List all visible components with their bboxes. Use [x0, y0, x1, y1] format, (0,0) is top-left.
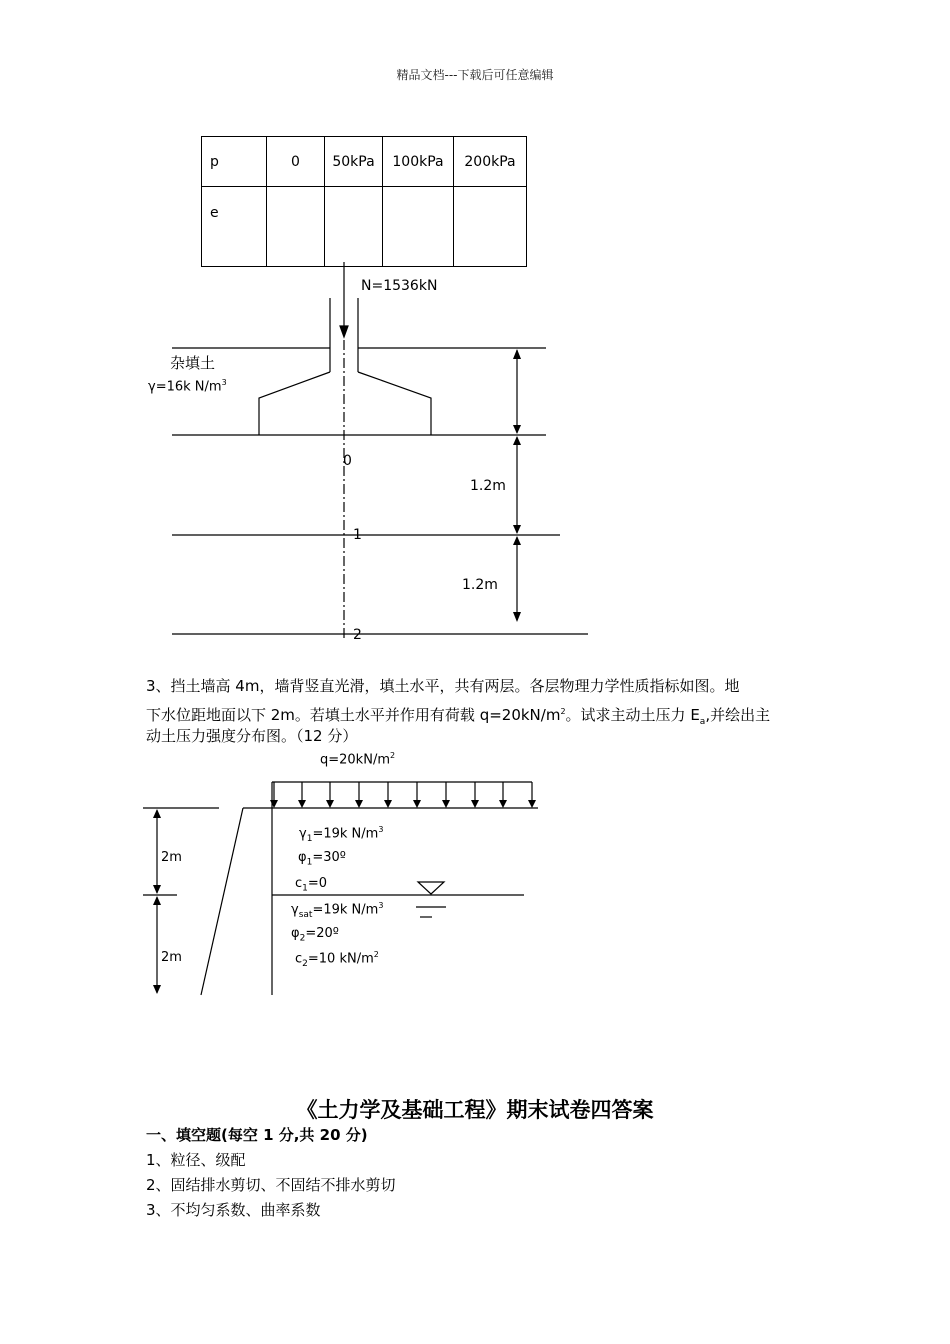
layer2-unit-weight: [291, 901, 383, 920]
table-cell: p: [202, 137, 267, 187]
symbol: γ: [291, 902, 299, 918]
question-3-superscript: 2: [560, 707, 566, 716]
layer1-cohesion: [295, 876, 327, 894]
load-arrowheads: [270, 800, 536, 808]
value: =20º: [305, 926, 339, 941]
soil-name-label: 杂填土: [170, 354, 216, 372]
question-3-text: 下水位距地面以下 2m。若填土水平并作用有荷载 q=20kN/m: [146, 706, 561, 724]
value: =19k N/m: [312, 826, 379, 842]
table-cell: 50kPa: [325, 137, 383, 187]
value: =30º: [312, 850, 346, 865]
exponent: 3: [378, 901, 384, 910]
layer2-friction-angle: [291, 926, 339, 944]
table-cell: 100kPa: [383, 137, 454, 187]
depth-label-2: 1.2m: [462, 577, 498, 593]
water-table-symbol: [418, 882, 444, 894]
height-label-top: 2m: [161, 850, 182, 865]
symbol: c: [295, 876, 303, 891]
load-arrows: [274, 782, 532, 802]
subscript: 1: [306, 833, 313, 844]
answer-item: 2、固结排水剪切、不固结不排水剪切: [146, 1176, 396, 1194]
layer2-cohesion: [295, 950, 379, 969]
value: =10 kN/m: [307, 951, 374, 967]
dim-arrow: [153, 985, 161, 994]
load-label: N=1536kN: [361, 278, 438, 294]
question-3-line-3: 动土压力强度分布图。（12 分）: [146, 727, 358, 745]
layer1-friction-angle: [298, 850, 346, 868]
unit-weight-text: γ=16k N/m: [148, 379, 222, 395]
height-label-bottom: 2m: [161, 950, 182, 965]
subscript: 1: [306, 857, 313, 868]
point-label-0: 0: [343, 453, 352, 469]
table-cell: e: [202, 187, 267, 267]
question-3-text: 。试求主动土压力 E: [565, 706, 700, 724]
answer-item: 3、不均匀系数、曲率系数: [146, 1201, 321, 1219]
depth-label-1: 1.2m: [470, 478, 506, 494]
layer1-unit-weight: [299, 825, 383, 844]
surcharge-label: [320, 751, 395, 767]
value: =19k N/m: [312, 902, 379, 918]
point-label-1: 1: [353, 527, 362, 543]
table-cell: 0: [267, 137, 325, 187]
question-3-text: ,并绘出主: [705, 706, 771, 724]
symbol: φ: [298, 850, 307, 865]
value: =0: [307, 876, 328, 891]
page-header: 精品文档---下载后可任意编辑: [396, 68, 554, 82]
symbol: γ: [299, 826, 307, 842]
table-cell: 200kPa: [454, 137, 527, 187]
point-label-2: 2: [353, 627, 362, 643]
exponent: 3: [378, 825, 384, 834]
subscript: sat: [298, 909, 313, 920]
symbol: c: [295, 951, 303, 967]
surcharge-exponent: 2: [389, 751, 396, 760]
wall-front: [201, 808, 243, 995]
dim-arrow: [153, 896, 161, 905]
question-3-subscript: a: [699, 717, 706, 727]
dim-arrow: [153, 809, 161, 818]
subscript: 2: [302, 958, 308, 969]
answer-section-heading: 一、填空题(每空 1 分,共 20 分): [146, 1126, 368, 1144]
subscript: 1: [302, 883, 308, 894]
symbol: φ: [291, 926, 300, 941]
unit-weight-exponent: 3: [221, 378, 227, 387]
dim-arrow: [153, 885, 161, 894]
surcharge-text: q=20kN/m: [320, 752, 390, 768]
answer-title: 《土力学及基础工程》期末试卷四答案: [296, 1098, 654, 1122]
answer-item: 1、粒径、级配: [146, 1151, 246, 1169]
subscript: 2: [299, 933, 306, 944]
question-3-line-1: 3、挡土墙高 4m，墙背竖直光滑，填土水平，共有两层。各层物理力学性质指标如图。地: [146, 677, 740, 695]
exponent: 2: [373, 950, 379, 959]
